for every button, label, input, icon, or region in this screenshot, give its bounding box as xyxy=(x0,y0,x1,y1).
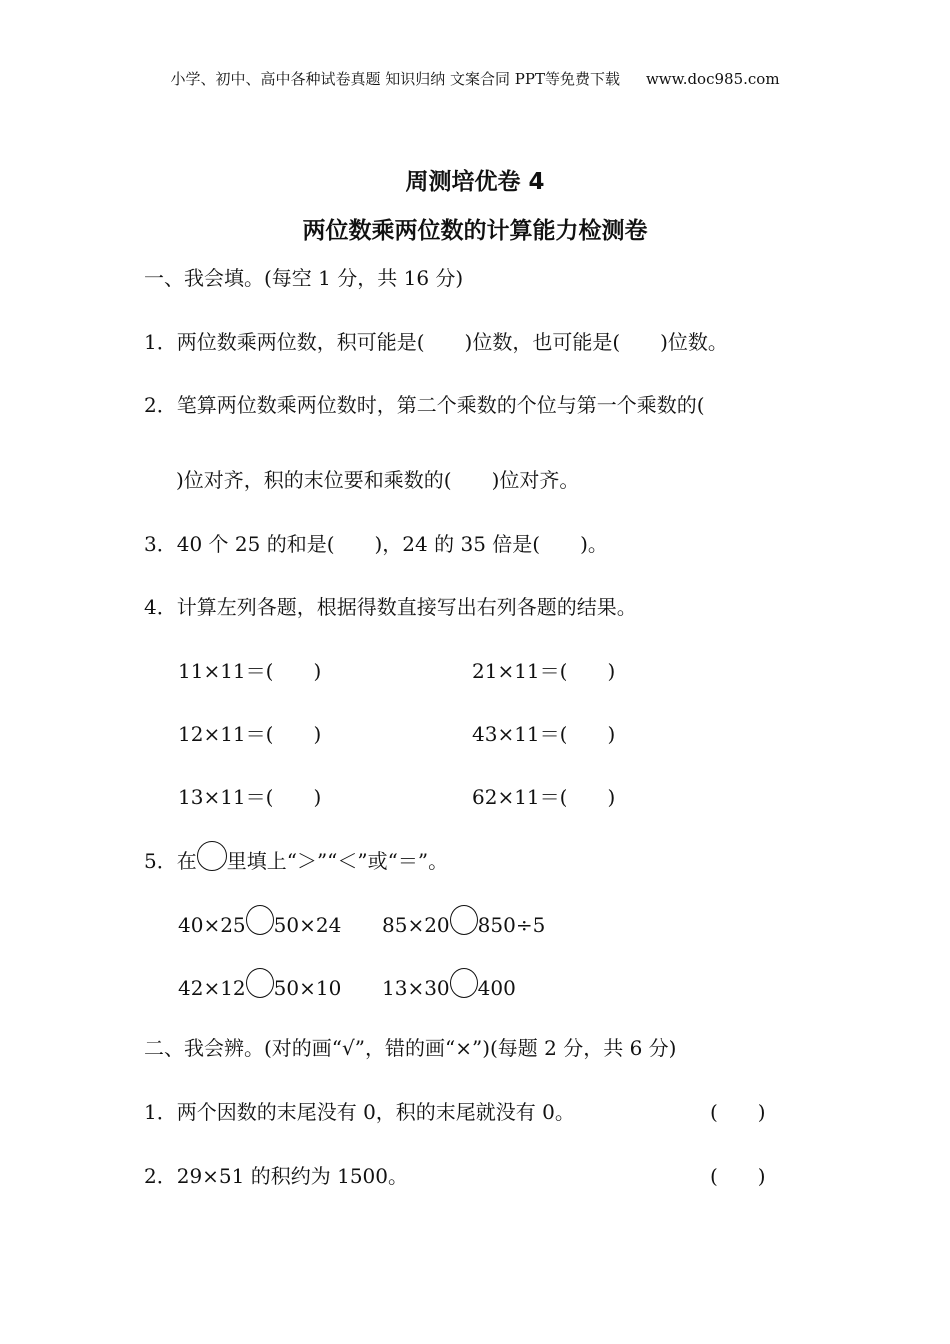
question-1-5-suffix: 里填上“＞”“＜”或“＝”。 xyxy=(226,849,449,873)
compare-a xyxy=(178,905,341,937)
compare-c-right: 50×10 xyxy=(273,976,342,1000)
question-1-2-line2: )位对齐，积的末位要和乘数的( )位对齐。 xyxy=(176,468,580,492)
page-header xyxy=(0,68,950,89)
compare-circle[interactable] xyxy=(450,905,478,935)
compare-c-left: 42×12 xyxy=(178,976,246,1000)
compare-circle[interactable] xyxy=(246,905,274,935)
compare-d-right: 400 xyxy=(477,976,516,1000)
compare-d xyxy=(382,968,516,1000)
compare-b xyxy=(382,905,545,937)
compare-a-left: 40×25 xyxy=(178,913,246,937)
answer-blank-2-2[interactable]: ( ) xyxy=(710,1164,766,1188)
calc-right-3: 62×11＝( ) xyxy=(472,785,616,809)
question-1-2-line1: 2．笔算两位数乘两位数时，第二个乘数的个位与第一个乘数的( xyxy=(144,393,705,417)
page-title: 周测培优卷 4 xyxy=(405,169,545,195)
calc-left-3: 13×11＝( ) xyxy=(178,785,322,809)
compare-circle[interactable] xyxy=(450,968,478,998)
header-text: 小学、初中、高中各种试卷真题 知识归纳 文案合同 PPT等免费下载 xyxy=(170,70,620,88)
question-2-2: 2．29×51 的积约为 1500。 xyxy=(144,1164,408,1188)
section1-heading: 一、我会填。(每空 1 分，共 16 分) xyxy=(144,266,464,290)
answer-blank-2-1[interactable]: ( ) xyxy=(710,1100,766,1124)
question-1-4: 4．计算左列各题，根据得数直接写出右列各题的结果。 xyxy=(144,595,637,619)
question-1-1: 1．两位数乘两位数，积可能是( )位数，也可能是( )位数。 xyxy=(144,330,728,354)
calc-right-1: 21×11＝( ) xyxy=(472,659,616,683)
calc-left-1: 11×11＝( ) xyxy=(178,659,322,683)
question-1-3: 3．40 个 25 的和是( )，24 的 35 倍是( )。 xyxy=(144,532,608,556)
compare-b-left: 85×20 xyxy=(382,913,450,937)
question-1-5 xyxy=(144,841,448,874)
compare-circle[interactable] xyxy=(246,968,274,998)
header-site: www.doc985.com xyxy=(645,70,780,88)
question-1-5-prefix: 5．在 xyxy=(144,849,197,873)
circle-icon xyxy=(197,841,227,871)
compare-b-right: 850÷5 xyxy=(477,913,546,937)
calc-right-2: 43×11＝( ) xyxy=(472,722,616,746)
section2-heading: 二、我会辨。(对的画“√”，错的画“×”)(每题 2 分，共 6 分) xyxy=(144,1036,677,1060)
compare-d-left: 13×30 xyxy=(382,976,450,1000)
page-subtitle: 两位数乘两位数的计算能力检测卷 xyxy=(302,218,648,244)
compare-c xyxy=(178,968,341,1000)
question-2-1: 1．两个因数的末尾没有 0，积的末尾就没有 0。 xyxy=(144,1100,575,1124)
compare-a-right: 50×24 xyxy=(273,913,342,937)
calc-left-2: 12×11＝( ) xyxy=(178,722,322,746)
